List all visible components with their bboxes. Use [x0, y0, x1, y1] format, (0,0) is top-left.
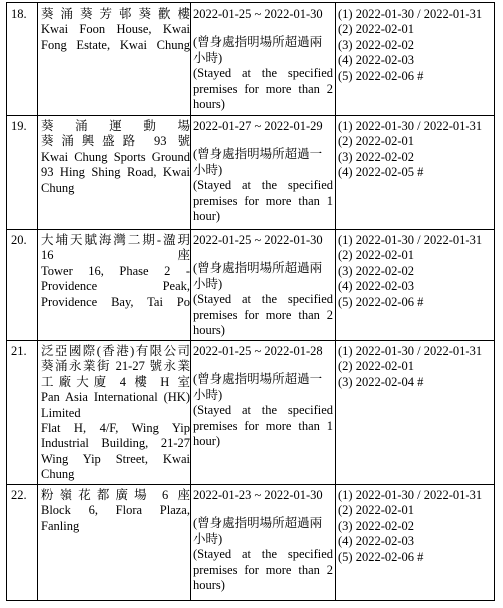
address-line: 葵涌永業街 21-27 號永業 [41, 359, 190, 374]
test-date: (4) 2022-02-03 [338, 279, 415, 294]
address-line: Providence Peak, [41, 279, 190, 294]
visit-period: 2022-01-25 ~ 2022-01-30 [193, 233, 323, 247]
address-line: 泛亞國際(香港)有限公司 [41, 344, 190, 358]
test-date: (5) 2022-02-06 # [338, 68, 424, 83]
premises-table [6, 2, 495, 601]
row-divider [7, 115, 494, 116]
test-date: (2) 2022-02-01 [338, 134, 415, 149]
row-number: 18. [11, 7, 27, 21]
row-divider [7, 484, 494, 485]
address-line: 工廠大廈 4 樓 H 室 [41, 374, 190, 389]
note-line: (曾身處指明場所超過兩 [193, 516, 323, 531]
test-date: (4) 2022-02-03 [338, 534, 415, 549]
test-date: (2) 2022-02-01 [338, 503, 415, 518]
note-line: premises for more than 2 [193, 81, 333, 96]
address-line: Chung [41, 467, 75, 482]
address-line: Kwai Foon House, Kwai [41, 22, 190, 37]
test-dates [338, 7, 494, 84]
stay-note-english [193, 66, 333, 112]
test-dates [338, 119, 494, 181]
visit-period: 2022-01-25 ~ 2022-01-30 [193, 7, 323, 21]
test-date: (3) 2022-02-02 [338, 149, 415, 164]
note-line: hours) [193, 97, 225, 112]
test-date: (4) 2022-02-05 # [338, 165, 424, 180]
note-line: (曾身處指明場所超過兩 [193, 261, 323, 276]
row-divider [7, 340, 494, 341]
stay-note-chinese [193, 147, 333, 178]
test-dates [338, 344, 494, 390]
test-date: (1) 2022-01-30 / 2022-01-31 [338, 488, 483, 502]
test-date: (2) 2022-02-01 [338, 248, 415, 263]
row-number: 20. [11, 233, 27, 247]
address-line: Providence Bay, Tai Po [41, 294, 190, 309]
stay-note-english [193, 403, 333, 449]
note-line: (Stayed at the specified [193, 178, 333, 193]
stay-note-english [193, 292, 333, 338]
test-date: (3) 2022-02-02 [338, 37, 415, 52]
premises-address [41, 488, 190, 534]
note-line: hours) [193, 578, 225, 593]
stay-note-chinese [193, 35, 333, 66]
address-line: 93 Hing Shing Road, Kwai [41, 165, 190, 180]
note-line: 小時) [193, 387, 223, 402]
address-line: Chung [41, 180, 75, 195]
premises-address [41, 233, 190, 310]
note-line: premises for more than 1 [193, 193, 333, 208]
note-line: 小時) [193, 162, 223, 177]
test-date: (2) 2022-02-01 [338, 359, 415, 374]
address-line: Tower 16, Phase 2 - [41, 263, 190, 278]
visit-period: 2022-01-25 ~ 2022-01-28 [193, 344, 323, 358]
row-divider [7, 229, 494, 230]
address-line: 16 座 [41, 248, 190, 263]
address-line: 葵涌運動場 [41, 119, 190, 133]
note-line: (Stayed at the specified [193, 292, 333, 307]
stay-note-chinese [193, 261, 333, 292]
test-date: (5) 2022-02-06 # [338, 549, 424, 564]
premises-address [41, 344, 190, 483]
column-divider [190, 3, 191, 600]
address-line: 大埔天賦海灣二期-溋玥 [41, 233, 190, 247]
address-line: 葵涌葵芳邨葵歡樓 [41, 7, 190, 21]
column-divider [37, 3, 38, 600]
note-line: (曾身處指明場所超過一 [193, 147, 323, 162]
visit-period: 2022-01-23 ~ 2022-01-30 [193, 488, 323, 502]
note-line: premises for more than 2 [193, 307, 333, 322]
address-line: Block 6, Flora Plaza, [41, 503, 190, 518]
note-line: premises for more than 1 [193, 418, 333, 433]
test-dates [338, 488, 494, 565]
note-line: (Stayed at the specified [193, 547, 333, 562]
note-line: premises for more than 2 [193, 562, 333, 577]
visit-period: 2022-01-27 ~ 2022-01-29 [193, 119, 323, 133]
address-line: 葵涌興盛路 93 號 [41, 134, 190, 149]
note-line: hour) [193, 434, 221, 449]
premises-address [41, 7, 190, 53]
test-date: (3) 2022-02-02 [338, 263, 415, 278]
test-date: (2) 2022-02-01 [338, 22, 415, 37]
address-line: Wing Yip Street, Kwai [41, 451, 190, 466]
note-line: (Stayed at the specified [193, 66, 333, 81]
column-divider [335, 3, 336, 600]
address-line: Pan Asia International (HK) [41, 390, 190, 405]
address-line: 粉嶺花都廣場 6 座 [41, 488, 190, 502]
note-line: (曾身處指明場所超過兩 [193, 35, 323, 50]
note-line: hours) [193, 323, 225, 338]
test-date: (1) 2022-01-30 / 2022-01-31 [338, 233, 483, 247]
test-date: (1) 2022-01-30 / 2022-01-31 [338, 7, 483, 21]
test-date: (5) 2022-02-06 # [338, 294, 424, 309]
address-line: Fanling [41, 518, 80, 533]
note-line: (Stayed at the specified [193, 403, 333, 418]
address-line: Fong Estate, Kwai Chung [41, 37, 190, 52]
test-date: (4) 2022-02-03 [338, 53, 415, 68]
stay-note-chinese [193, 516, 333, 547]
test-dates [338, 233, 494, 310]
row-number: 22. [11, 488, 27, 502]
test-date: (3) 2022-02-02 [338, 518, 415, 533]
note-line: hour) [193, 209, 221, 224]
note-line: 小時) [193, 276, 223, 291]
row-number: 19. [11, 119, 27, 133]
address-line: Kwai Chung Sports Ground [41, 149, 190, 164]
premises-address [41, 119, 190, 196]
stay-note-english [193, 178, 333, 224]
test-date: (3) 2022-02-04 # [338, 374, 424, 389]
address-line: Flat H, 4/F, Wing Yip [41, 420, 190, 435]
note-line: (曾身處指明場所超過一 [193, 372, 323, 387]
row-number: 21. [11, 344, 27, 358]
test-date: (1) 2022-01-30 / 2022-01-31 [338, 344, 483, 358]
address-line: Industrial Building, 21-27 [41, 436, 190, 451]
note-line: 小時) [193, 50, 223, 65]
note-line: 小時) [193, 531, 223, 546]
test-date: (1) 2022-01-30 / 2022-01-31 [338, 119, 483, 133]
stay-note-english [193, 547, 333, 593]
stay-note-chinese [193, 372, 333, 403]
address-line: Limited [41, 405, 81, 420]
